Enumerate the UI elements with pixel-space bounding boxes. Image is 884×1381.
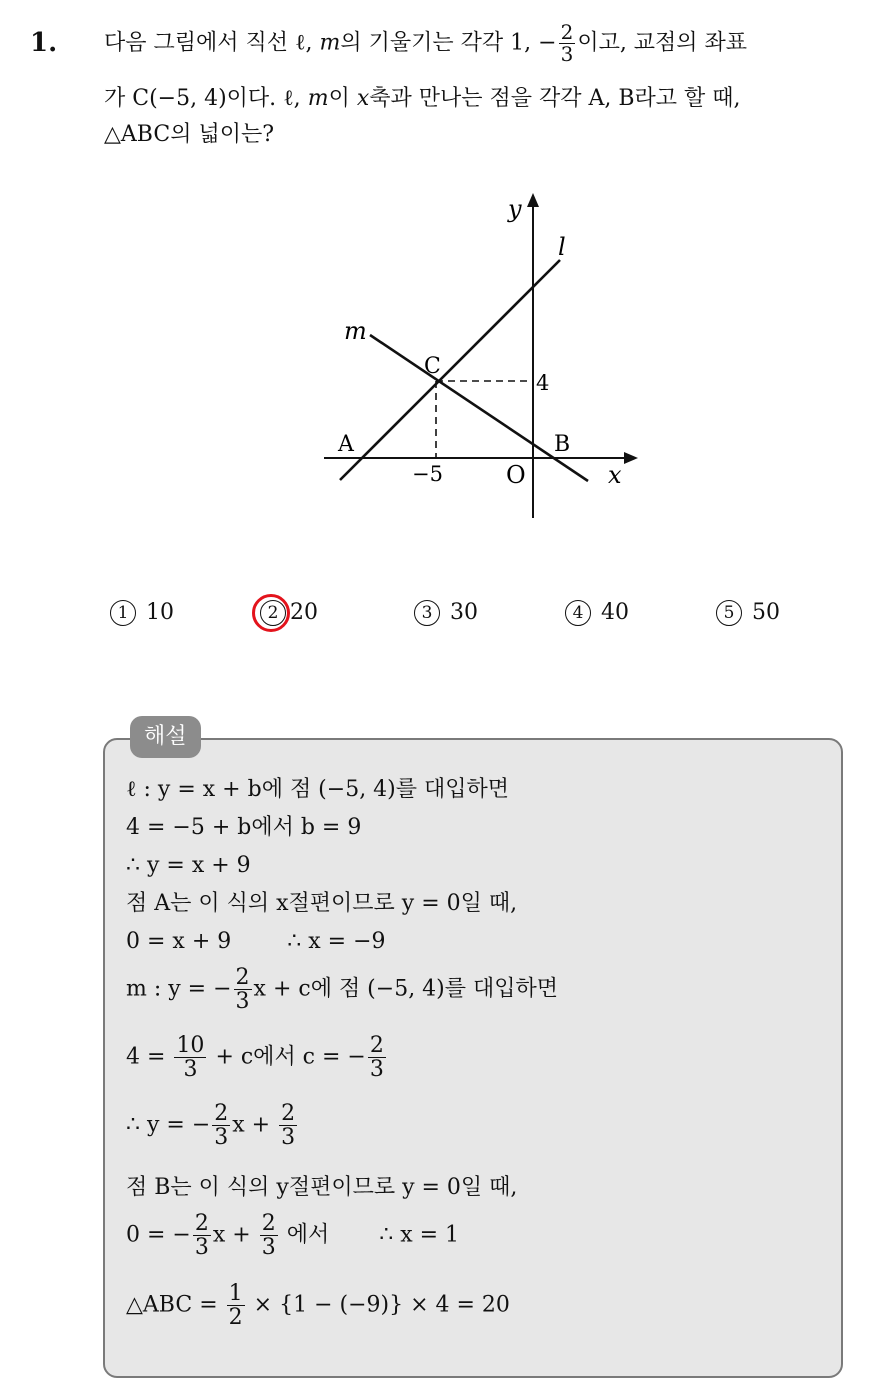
line-l: [340, 260, 560, 480]
fraction: $\frac{2}{3}$: [560, 20, 574, 66]
line-m: [370, 335, 588, 481]
question-number: 1.: [30, 28, 58, 58]
fraction: $\frac{2}{3}$: [194, 1211, 209, 1261]
solution-line-10: [126, 1212, 459, 1259]
choice-marker: 4: [565, 600, 591, 626]
fraction: $\frac{2}{3}$: [281, 1101, 296, 1151]
point-a-label: A: [338, 432, 354, 457]
question-line-2: [104, 84, 741, 114]
choice-value: 50: [752, 600, 780, 625]
solution-line-5: [126, 926, 386, 958]
origin-label: O: [506, 461, 526, 489]
solution-line-9: 점 B는 이 식의 y절편이므로 y = 0일 때,: [126, 1175, 518, 1200]
equation: 0 = −: [126, 1222, 191, 1248]
equation: x +: [232, 1112, 271, 1138]
y-axis-arrow-icon: [527, 193, 539, 207]
solution-line-1: ℓ : y = x + b에 점 (−5, 4)를 대입하면: [126, 777, 510, 802]
solution-line-2: 4 = −5 + b에서 b = 9: [126, 815, 362, 840]
solution-line-7: [126, 1034, 388, 1081]
tick-x-label: −5: [412, 462, 443, 486]
equation: △ABC =: [126, 1292, 218, 1318]
fraction: $\frac{10}{3}$: [176, 1033, 205, 1083]
choice-marker: 5: [716, 600, 742, 626]
equation-result: ∴ x = 1: [379, 1222, 460, 1248]
fraction: $\frac{1}{2}$: [228, 1281, 243, 1331]
solution-line-4: 점 A는 이 식의 x절편이므로 y = 0일 때,: [126, 891, 518, 916]
choice-1[interactable]: [110, 600, 174, 626]
question-line-1: [104, 22, 747, 65]
choice-value: 30: [450, 600, 478, 625]
point-c-label: C: [424, 354, 441, 379]
choice-marker: 2: [260, 600, 286, 626]
choice-value: 20: [290, 600, 318, 625]
equation: × {1 − (−9)} × 4 = 20: [253, 1292, 510, 1318]
line-l-label: l: [558, 233, 566, 261]
equation: x + c에 점 (−5, 4)를 대입하면: [253, 976, 559, 1002]
equation: m : y = −: [126, 976, 232, 1002]
question-text: 의 기울기는 각각 1, −: [340, 30, 557, 56]
solution-line-8: [126, 1102, 299, 1149]
y-axis-label: y: [508, 195, 522, 223]
var-m: m: [319, 30, 341, 56]
equation: 0 = x + 9: [126, 929, 232, 954]
choice-3[interactable]: [414, 600, 478, 626]
question-text: 이: [328, 86, 357, 111]
line-m-label: m: [344, 317, 367, 345]
var-m: m: [307, 86, 329, 111]
fraction: $\frac{2}{3}$: [369, 1033, 384, 1083]
choice-5[interactable]: [716, 600, 780, 626]
question-text: 가 C(−5, 4)이다. ℓ,: [104, 86, 308, 111]
equation: + c에서 c = −: [215, 1044, 366, 1070]
question-text: 다음 그림에서 직선 ℓ,: [104, 30, 320, 56]
question-line-3: △ABC의 넓이는?: [104, 122, 275, 147]
choice-value: 10: [146, 600, 174, 625]
fraction: $\frac{2}{3}$: [261, 1211, 276, 1261]
solution-line-3: ∴ y = x + 9: [126, 853, 251, 878]
equation: x +: [212, 1222, 251, 1248]
selected-answer-circle-icon: [252, 594, 290, 632]
choice-marker: 1: [110, 600, 136, 626]
x-axis-arrow-icon: [624, 452, 638, 464]
solution-line-6: [126, 966, 558, 1013]
solution-line-11: [126, 1282, 510, 1329]
equation-result: ∴ x = −9: [287, 929, 386, 954]
choice-4[interactable]: [565, 600, 629, 626]
question-text: 축과 만나는 점을 각각 A, B라고 할 때,: [369, 86, 741, 111]
equation: 4 =: [126, 1044, 166, 1070]
equation: 에서: [286, 1222, 330, 1248]
x-axis-label: x: [608, 461, 622, 489]
solution-tab: 해설: [130, 716, 201, 758]
point-b-label: B: [554, 432, 571, 457]
fraction: $\frac{2}{3}$: [235, 965, 250, 1015]
var-x: x: [356, 86, 370, 111]
tick-y-label: 4: [536, 371, 550, 395]
coordinate-graph: [320, 185, 650, 525]
answer-choices: [0, 600, 884, 640]
fraction: $\frac{2}{3}$: [214, 1101, 229, 1151]
question-text: 이고, 교점의 좌표: [577, 30, 748, 56]
choice-marker: 3: [414, 600, 440, 626]
choice-value: 40: [601, 600, 629, 625]
equation: ∴ y = −: [126, 1112, 211, 1138]
